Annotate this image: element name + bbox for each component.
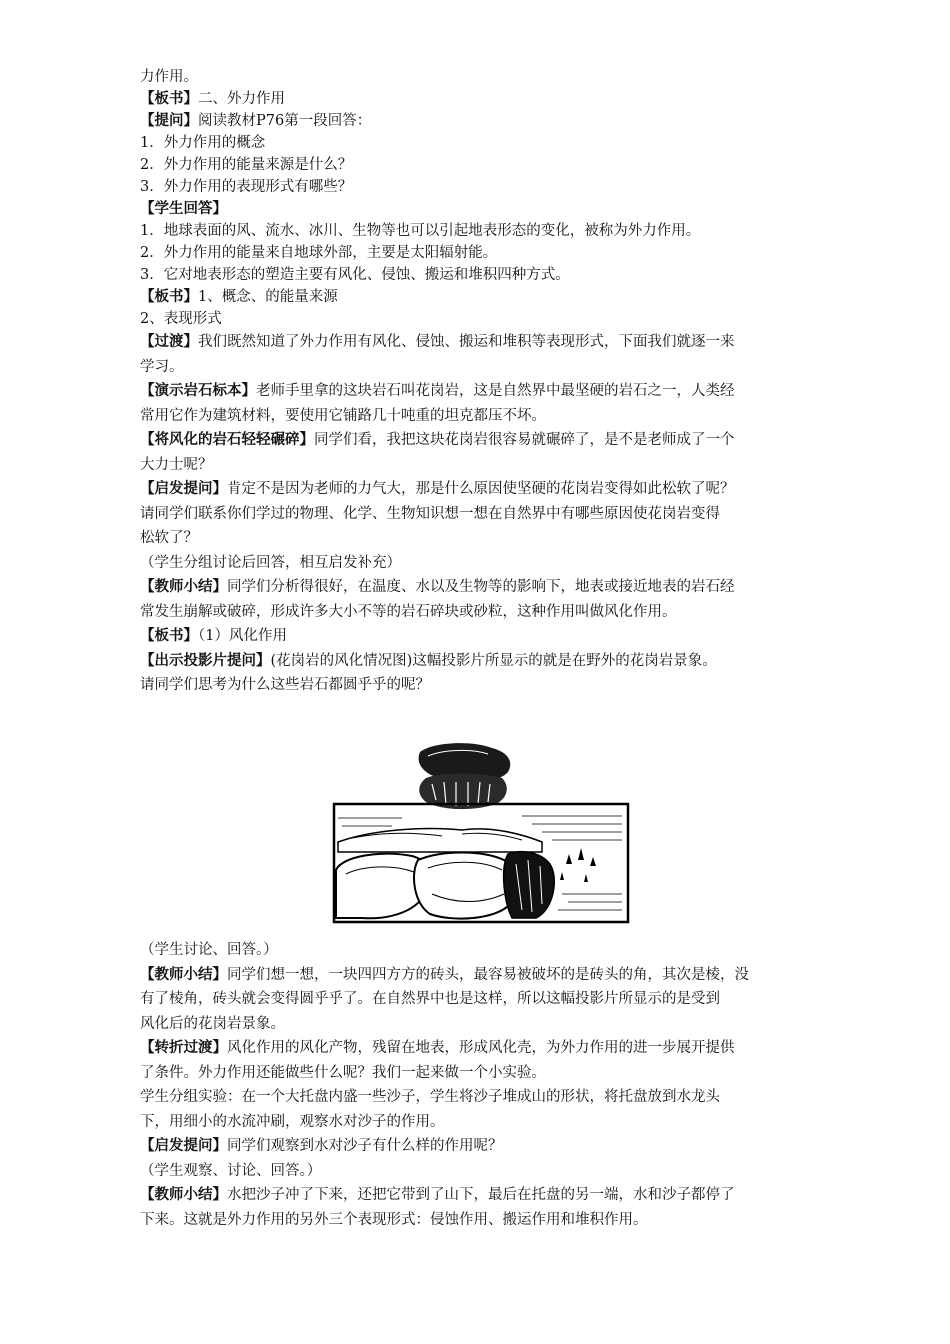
- text-line: [140, 624, 820, 649]
- text-line: [140, 1036, 820, 1061]
- text-line: [140, 355, 820, 380]
- text-line: [140, 987, 820, 1012]
- line-text: 3．外力作用的表现形式有哪些？: [140, 179, 353, 195]
- line-text: 常发生崩解或破碎，形成许多大小不等的岩石碎块或砂粒，这种作用叫做风化作用。: [140, 603, 677, 620]
- text-line: [140, 1183, 820, 1208]
- line-text: 下来。这就是外力作用的另外三个表现形式：侵蚀作用、搬运作用和堆积作用。: [140, 1211, 648, 1228]
- line-text: 2．外力作用的能量来自地球外部，主要是太阳辐射能。: [140, 245, 498, 261]
- text-line: [140, 428, 820, 453]
- section-tag: 【演示岩石标本】: [140, 382, 256, 399]
- line-text: 1．地球表面的风、流水、冰川、生物等也可以引起地表形态的变化，被称为外力作用。: [140, 223, 701, 239]
- text-line: [140, 1159, 820, 1184]
- section-tag: 【板书】: [140, 627, 198, 644]
- text-line: [140, 132, 820, 154]
- text-line: [140, 502, 820, 527]
- line-text: 学习。: [140, 358, 184, 375]
- line-text: 阅读教材P76第一段回答：: [198, 113, 372, 129]
- text-line: [140, 242, 820, 264]
- text-line: [140, 938, 820, 963]
- line-text: 下，用细小的水流冲刷，观察水对沙子的作用。: [140, 1113, 445, 1130]
- granite-weathering-figure: [332, 734, 630, 926]
- text-line: [140, 673, 820, 698]
- section-tag: 【提问】: [140, 112, 198, 129]
- text-line: [140, 1110, 820, 1135]
- text-line: [140, 176, 820, 198]
- text-line: [140, 404, 820, 429]
- section-tag: 【过渡】: [140, 333, 198, 350]
- text-line: [140, 1134, 820, 1159]
- line-text: 水把沙子冲了下来，还把它带到了山下，最后在托盘的另一端，水和沙子都停了: [227, 1187, 735, 1203]
- line-text: 2．外力作用的能量来源是什么？: [140, 157, 353, 173]
- line-text: 1、概念、的能量来源: [198, 289, 338, 305]
- section-tag: 【板书】: [140, 288, 198, 305]
- section-tag: 【学生回答】: [140, 200, 227, 217]
- line-text: 大力士呢？: [140, 456, 213, 473]
- section-tag: 【将风化的岩石轻轻碾碎】: [140, 431, 314, 448]
- text-line: [140, 198, 820, 220]
- text-line: [140, 477, 820, 502]
- text-line: [140, 154, 820, 176]
- line-text: 请同学们联系你们学过的物理、化学、生物知识想一想在自然界中有哪些原因使花岗岩变得: [140, 505, 720, 522]
- section-tag: 【教师小结】: [140, 1186, 227, 1203]
- text-line: [140, 88, 820, 110]
- section-tag: 【教师小结】: [140, 965, 227, 983]
- text-line: [140, 526, 820, 551]
- line-text: 了条件。外力作用还能做些什么呢？我们一起来做一个小实验。: [140, 1064, 546, 1081]
- top-section: [140, 66, 820, 330]
- line-text: 松软了？: [140, 530, 198, 546]
- line-text: 肯定不是因为老师的力气大，那是什么原因使坚硬的花岗岩变得如此松软了呢？: [227, 481, 735, 497]
- line-text: 风化作用的风化产物，残留在地表，形成风化壳，为外力作用的进一步展开提供: [227, 1040, 735, 1056]
- line-text: 1．外力作用的概念: [140, 135, 266, 151]
- text-line: [140, 963, 820, 988]
- section-tag: 【教师小结】: [140, 578, 227, 595]
- line-text: 同学们想一想，一块四四方方的砖头，最容易被破坏的是砖头的角，其次是棱，没: [227, 966, 749, 983]
- line-text: 常用它作为建筑材料，要使用它铺路几十吨重的坦克都压不坏。: [140, 407, 546, 424]
- text-line: [140, 453, 820, 478]
- text-line: [140, 379, 820, 404]
- after-figure-section: [140, 938, 820, 1232]
- text-line: [140, 330, 820, 355]
- line-text: 学生分组实验：在一个大托盘内盛一些沙子，学生将沙子堆成山的形状，将托盘放到水龙头: [140, 1089, 720, 1105]
- line-text: 我们既然知道了外力作用有风化、侵蚀、搬运和堆积等表现形式，下面我们就逐一来: [198, 334, 735, 350]
- line-text: （学生讨论、回答。）: [140, 942, 278, 958]
- text-line: [140, 600, 820, 625]
- line-text: 二、外力作用: [198, 91, 285, 107]
- text-line: [140, 264, 820, 286]
- granite-illustration: [332, 734, 630, 926]
- line-text: 同学们观察到水对沙子有什么样的作用呢？: [227, 1138, 503, 1154]
- text-line: [140, 308, 820, 330]
- document-body: [140, 66, 820, 698]
- line-text: 同学们分析得很好，在温度、水以及生物等的影响下，地表或接近地表的岩石经: [227, 579, 735, 595]
- text-line: [140, 1012, 820, 1037]
- text-line: [140, 575, 820, 600]
- text-line: [140, 1085, 820, 1110]
- line-text: (花岗岩的风化情况图)这幅投影片所显示的就是在野外的花岗岩景象。: [270, 652, 717, 669]
- line-text: （1）风化作用: [198, 628, 287, 644]
- section-tag: 【出示投影片提问】: [140, 651, 271, 669]
- text-line: [140, 1208, 820, 1233]
- section-tag: 【板书】: [140, 90, 198, 107]
- line-text: 风化后的花岗岩景象。: [140, 1015, 285, 1032]
- section-tag: 【启发提问】: [140, 1137, 227, 1154]
- line-text: （学生观察、讨论、回答。）: [140, 1162, 322, 1179]
- text-line: [140, 1061, 820, 1086]
- middle-section: [140, 330, 820, 698]
- line-text: 2、表现形式: [140, 311, 222, 327]
- text-line: [140, 220, 820, 242]
- line-text: 3．它对地表形态的塑造主要有风化、侵蚀、搬运和堆积四种方式。: [140, 267, 570, 283]
- line-text: 老师手里拿的这块岩石叫花岗岩，这是自然界中最坚硬的岩石之一，人类经: [256, 383, 735, 399]
- text-line: [140, 66, 820, 88]
- section-tag: 【转折过渡】: [140, 1039, 227, 1056]
- line-text: 同学们看，我把这块花岗岩很容易就碾碎了，是不是老师成了一个: [314, 432, 735, 448]
- line-text: 力作用。: [140, 69, 198, 85]
- text-line: [140, 551, 820, 576]
- line-text: 请同学们思考为什么这些岩石都圆乎乎的呢？: [140, 677, 430, 693]
- line-text: （学生分组讨论后回答，相互启发补充）: [140, 554, 401, 571]
- section-tag: 【启发提问】: [140, 480, 227, 497]
- text-line: [140, 286, 820, 308]
- text-line: [140, 110, 820, 132]
- line-text: 有了棱角，砖头就会变得圆乎乎了。在自然界中也是这样，所以这幅投影片所显示的是受到: [140, 991, 720, 1007]
- text-line: [140, 649, 820, 674]
